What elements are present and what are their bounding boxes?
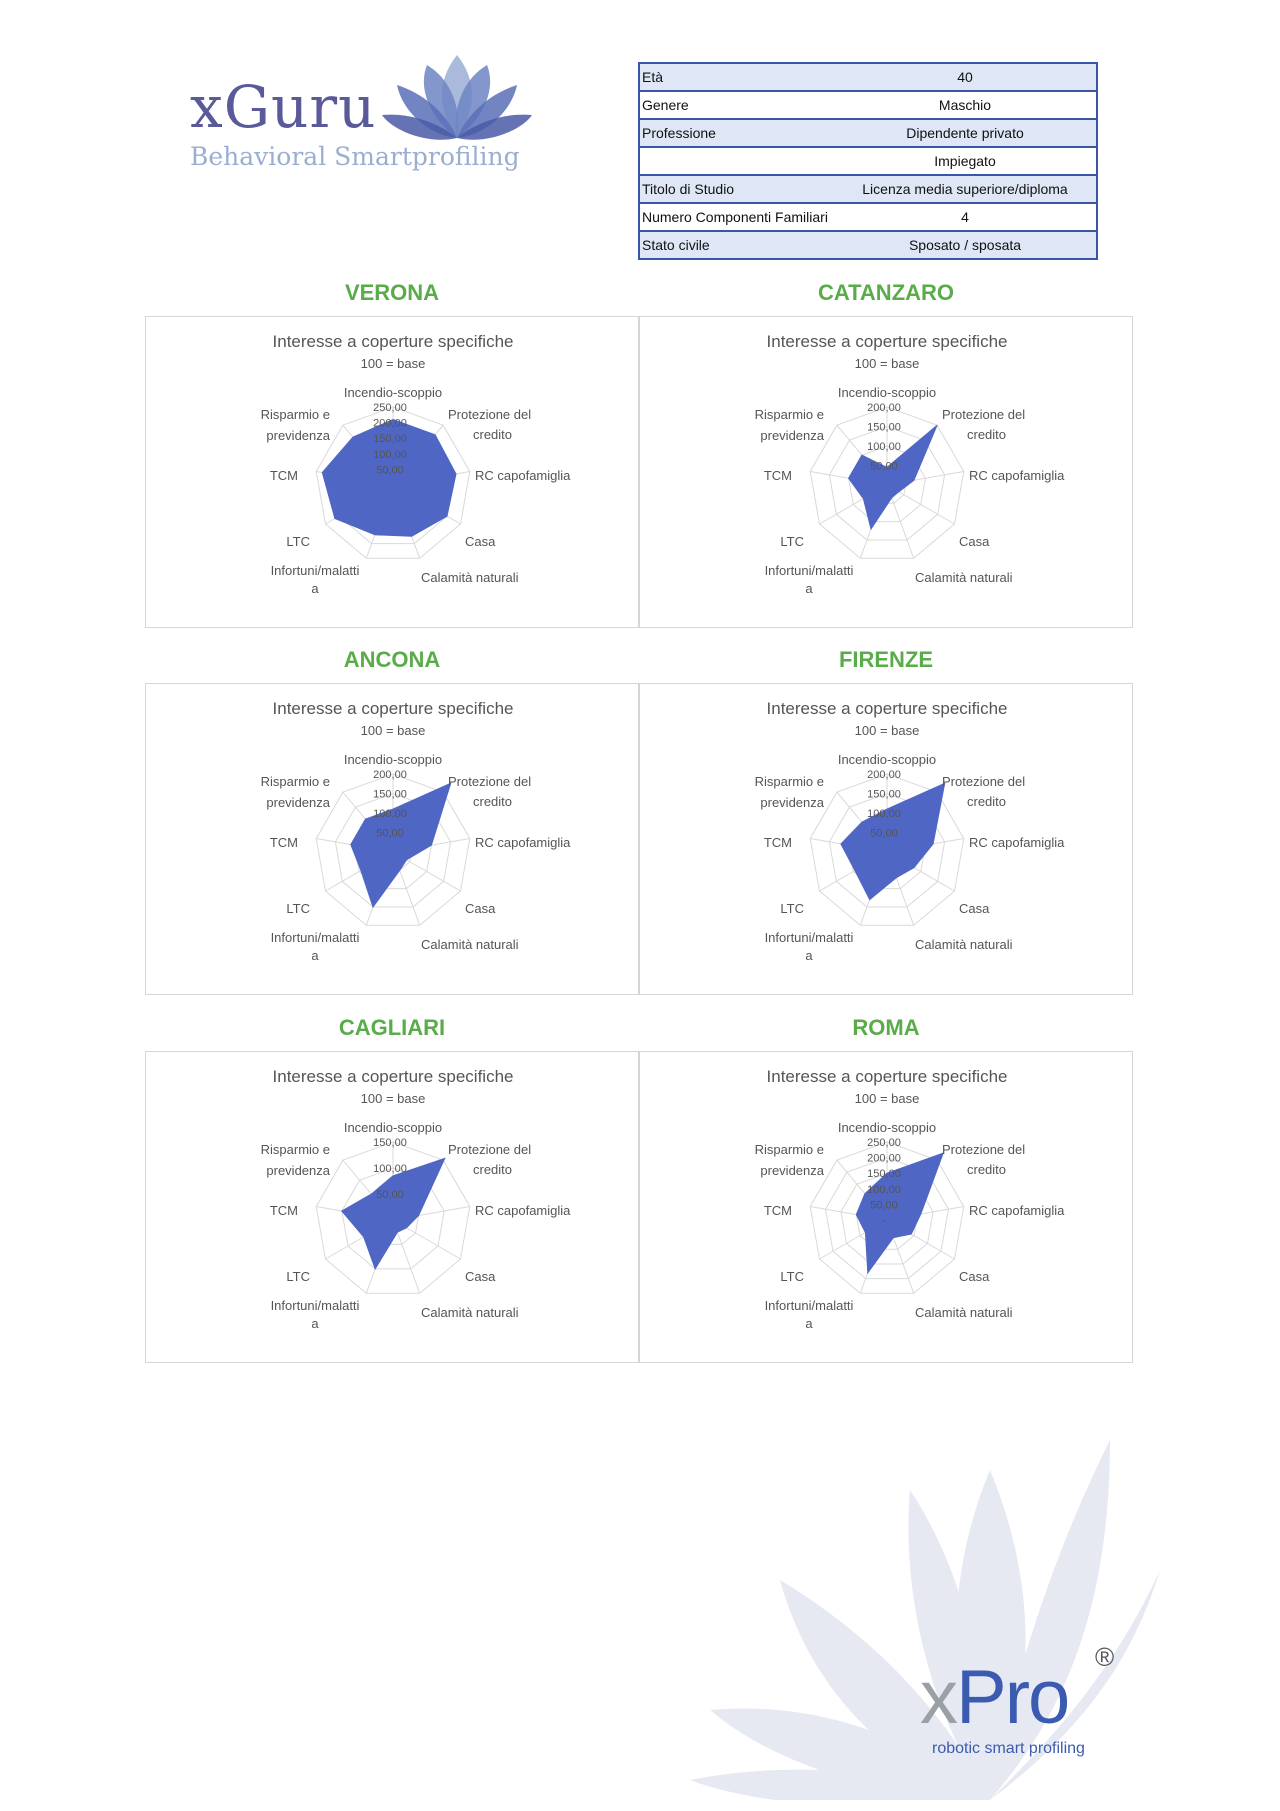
- category-label: Casa: [959, 534, 990, 549]
- category-label-line: previdenza: [760, 428, 824, 443]
- category-label: LTC: [780, 534, 804, 549]
- profile-row: [639, 63, 1097, 91]
- tick-label: 200,00: [373, 769, 407, 781]
- category-label: TCM: [763, 468, 792, 483]
- category-label: Incendio-scoppio: [837, 752, 937, 767]
- category-label: Calamità naturali: [421, 1305, 519, 1320]
- category-label-line: Risparmio e: [754, 407, 824, 422]
- radar-svg: [640, 1052, 1134, 1364]
- tick-label: 150,00: [867, 1168, 901, 1181]
- category-label-line: a: [311, 581, 319, 596]
- logo-title: xGuru: [190, 73, 377, 141]
- profile-label: Numero Componenti Familiari: [639, 203, 834, 231]
- radar-svg: [146, 1052, 640, 1364]
- city-title: ROMA: [852, 1015, 920, 1040]
- category-label-line: Protezione del: [942, 1142, 1026, 1157]
- chart-title: Interesse a coperture specifiche: [272, 699, 514, 718]
- category-label: LTC: [780, 901, 804, 916]
- category-label-line: Risparmio e: [260, 407, 330, 422]
- category-label: LTC: [780, 1269, 804, 1284]
- profile-table: [638, 62, 1098, 260]
- category-label-line: previdenza: [760, 795, 824, 810]
- category-label-line: Risparmio e: [754, 1142, 824, 1157]
- category-label-line: Infortuni/malatti: [270, 1298, 360, 1313]
- lotus-watermark-icon: [690, 1410, 1160, 1800]
- category-label-line: Protezione del: [942, 774, 1026, 789]
- category-label: RC capofamiglia: [969, 835, 1065, 850]
- tick-label: 100,00: [373, 808, 407, 820]
- category-label-line: credito: [473, 427, 513, 442]
- category-label: Casa: [465, 1269, 496, 1284]
- profile-value: Sposato / sposata: [834, 231, 1097, 259]
- category-label: [271, 1298, 360, 1331]
- profile-value: Impiegato: [834, 147, 1097, 175]
- tick-label: 250,00: [373, 402, 407, 414]
- registered-icon: ®: [1095, 1642, 1115, 1672]
- tick-label: 50,00: [870, 827, 898, 840]
- category-label: Calamità naturali: [915, 570, 1013, 585]
- category-label: RC capofamiglia: [969, 468, 1065, 483]
- category-label-line: Infortuni/malatti: [270, 930, 360, 945]
- radar-chart-cagliari: [145, 1051, 639, 1363]
- profile-row: [639, 91, 1097, 119]
- radar-svg: [146, 317, 640, 629]
- tick-label: 100,00: [867, 1183, 901, 1196]
- city-title: CATANZARO: [817, 280, 955, 305]
- category-label-line: Protezione del: [942, 407, 1026, 422]
- category-label: [271, 563, 360, 596]
- xpro-logo: [920, 1642, 1115, 1757]
- category-label: [942, 774, 1025, 809]
- category-label: TCM: [269, 1203, 298, 1218]
- category-label: TCM: [763, 835, 792, 850]
- category-label: [942, 407, 1025, 442]
- tick-label: 150,00: [867, 421, 901, 434]
- profile-value: Licenza media superiore/diploma: [834, 175, 1097, 203]
- chart-title: Interesse a coperture specifiche: [272, 1067, 514, 1086]
- radar-svg: [146, 684, 640, 996]
- tick-label: 50,00: [376, 1189, 404, 1201]
- city-title: ANCONA: [343, 647, 441, 672]
- tick-label: 100,00: [373, 448, 407, 461]
- category-label: LTC: [286, 901, 310, 916]
- profile-label: Titolo di Studio: [639, 175, 834, 203]
- category-label: TCM: [763, 1203, 792, 1218]
- xpro-x: x: [920, 1655, 956, 1740]
- category-label-line: a: [805, 581, 813, 596]
- category-label: LTC: [286, 1269, 310, 1284]
- category-label: TCM: [269, 468, 298, 483]
- category-label-line: credito: [473, 794, 513, 809]
- radar-chart-verona: [145, 316, 639, 628]
- category-label-line: Risparmio e: [260, 1142, 330, 1157]
- chart-subtitle: 100 = base: [360, 723, 426, 738]
- category-label: Calamità naturali: [915, 1305, 1013, 1320]
- category-label-line: Risparmio e: [260, 774, 330, 789]
- radar-area: [841, 783, 945, 899]
- category-label-line: a: [805, 948, 813, 963]
- profile-value: Maschio: [834, 91, 1097, 119]
- profile-row: [639, 175, 1097, 203]
- profile-value: 4: [834, 203, 1097, 231]
- radar-svg: [640, 684, 1134, 996]
- radar-chart-roma: [639, 1051, 1133, 1363]
- category-label: [261, 1142, 331, 1178]
- category-label: Incendio-scoppio: [837, 385, 937, 400]
- chart-subtitle: 100 = base: [854, 723, 920, 738]
- profile-label: Professione: [639, 119, 834, 147]
- xpro-pro: Pro: [956, 1655, 1069, 1740]
- chart-subtitle: 100 = base: [360, 356, 426, 371]
- category-label: Incendio-scoppio: [343, 1120, 443, 1135]
- category-label-line: Protezione del: [448, 407, 532, 422]
- category-label: Calamità naturali: [421, 937, 519, 952]
- category-label: Casa: [465, 534, 496, 549]
- profile-row: [639, 203, 1097, 231]
- tick-label: 50,00: [870, 1199, 898, 1212]
- radar-chart-firenze: [639, 683, 1133, 995]
- tick-label: 200,00: [867, 402, 901, 414]
- category-label: [448, 774, 531, 809]
- profile-row: [639, 231, 1097, 259]
- city-title: CAGLIARI: [338, 1015, 446, 1040]
- category-label: [261, 407, 331, 443]
- category-label: [942, 1142, 1025, 1177]
- city-title: VERONA: [344, 280, 440, 305]
- radar-svg: [640, 317, 1134, 629]
- category-label: [765, 563, 854, 596]
- tick-label: 150,00: [373, 788, 407, 801]
- chart-title: Interesse a coperture specifiche: [766, 699, 1008, 718]
- profile-value: 40: [834, 63, 1097, 91]
- profile-label: Stato civile: [639, 231, 834, 259]
- category-label: RC capofamiglia: [475, 835, 571, 850]
- category-label-line: Protezione del: [448, 1142, 532, 1157]
- category-label-line: Infortuni/malatti: [764, 563, 854, 578]
- tick-label: 100,00: [867, 441, 901, 453]
- tick-label: 100,00: [867, 808, 901, 820]
- category-label: [765, 1298, 854, 1331]
- chart-title: Interesse a coperture specifiche: [766, 1067, 1008, 1086]
- logo-subtitle: Behavioral Smartprofiling: [190, 142, 520, 171]
- category-label-line: Protezione del: [448, 774, 532, 789]
- tick-label: 50,00: [870, 460, 898, 473]
- category-label-line: a: [311, 1316, 319, 1331]
- xguru-logo: [150, 50, 550, 190]
- category-label-line: Infortuni/malatti: [270, 563, 360, 578]
- category-label-line: previdenza: [266, 795, 330, 810]
- tick-label: 150,00: [373, 1137, 407, 1149]
- tick-label: 200,00: [867, 1152, 901, 1165]
- category-label: Calamità naturali: [421, 570, 519, 585]
- profile-row: [639, 147, 1097, 175]
- category-label-line: credito: [967, 794, 1007, 809]
- category-label-line: credito: [473, 1162, 513, 1177]
- chart-subtitle: 100 = base: [360, 1091, 426, 1106]
- category-label-line: Risparmio e: [754, 774, 824, 789]
- profile-label: Età: [639, 63, 834, 91]
- category-label: [261, 774, 331, 810]
- tick-label: 150,00: [373, 433, 407, 446]
- category-label: RC capofamiglia: [475, 1203, 571, 1218]
- lotus-icon: [382, 50, 532, 140]
- profile-label: Genere: [639, 91, 834, 119]
- category-label-line: a: [805, 1316, 813, 1331]
- tick-label: 200,00: [867, 769, 901, 781]
- category-label: Incendio-scoppio: [343, 385, 443, 400]
- category-label-line: previdenza: [266, 1163, 330, 1178]
- category-label: [755, 407, 825, 443]
- category-label: Calamità naturali: [915, 937, 1013, 952]
- category-label: [765, 930, 854, 963]
- category-label: Incendio-scoppio: [837, 1120, 937, 1135]
- category-label: [755, 774, 825, 810]
- radar-chart-ancona: [145, 683, 639, 995]
- chart-subtitle: 100 = base: [854, 356, 920, 371]
- tick-label: 100,00: [373, 1163, 407, 1175]
- category-label: Casa: [959, 901, 990, 916]
- category-label: Incendio-scoppio: [343, 752, 443, 767]
- category-label-line: Infortuni/malatti: [764, 930, 854, 945]
- category-label: LTC: [286, 534, 310, 549]
- category-label: RC capofamiglia: [969, 1203, 1065, 1218]
- chart-title: Interesse a coperture specifiche: [272, 332, 514, 351]
- tick-label: 250,00: [867, 1137, 901, 1149]
- category-label: Casa: [465, 901, 496, 916]
- xpro-tagline: robotic smart profiling: [932, 1740, 1085, 1757]
- category-label-line: previdenza: [266, 428, 330, 443]
- category-label-line: a: [311, 948, 319, 963]
- category-label: [271, 930, 360, 963]
- category-label-line: credito: [967, 1162, 1007, 1177]
- city-title: FIRENZE: [838, 647, 934, 672]
- category-label: TCM: [269, 835, 298, 850]
- category-label: [448, 1142, 531, 1177]
- tick-label: 50,00: [376, 827, 404, 840]
- category-label-line: Infortuni/malatti: [764, 1298, 854, 1313]
- profile-label: [639, 147, 834, 175]
- tick-label: 200,00: [373, 417, 407, 430]
- profile-value: Dipendente privato: [834, 119, 1097, 147]
- chart-subtitle: 100 = base: [854, 1091, 920, 1106]
- tick-label: 150,00: [867, 788, 901, 801]
- chart-title: Interesse a coperture specifiche: [766, 332, 1008, 351]
- tick-label: -: [882, 1215, 886, 1227]
- category-label-line: credito: [967, 427, 1007, 442]
- category-label-line: previdenza: [760, 1163, 824, 1178]
- category-label: Casa: [959, 1269, 990, 1284]
- category-label: [448, 407, 531, 442]
- radar-chart-catanzaro: [639, 316, 1133, 628]
- profile-row: [639, 119, 1097, 147]
- category-label: RC capofamiglia: [475, 468, 571, 483]
- category-label: [755, 1142, 825, 1178]
- tick-label: 50,00: [376, 464, 404, 477]
